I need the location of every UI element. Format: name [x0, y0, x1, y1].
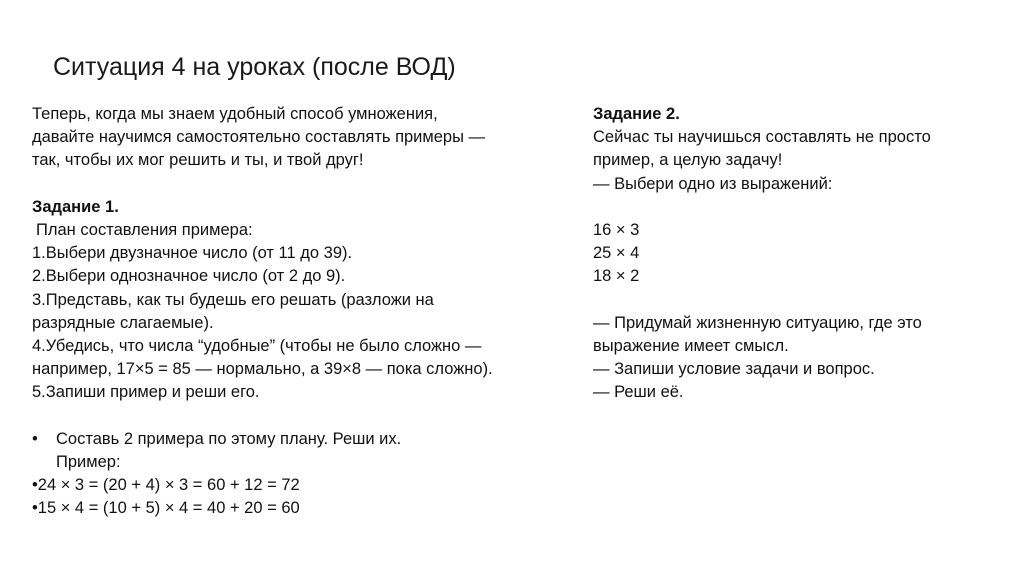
bullet-item: [32, 428, 552, 451]
spacer: [593, 196, 1003, 219]
bullet-text: Составь 2 примера по этому плану. Реши их.: [56, 429, 402, 448]
example-line: •24 × 3 = (20 + 4) × 3 = 60 + 12 = 72: [32, 476, 300, 495]
left-column: [32, 103, 552, 521]
expression: 18 × 2: [593, 267, 640, 286]
instruction-line: — Придумай жизненную ситуацию, где это: [593, 313, 922, 332]
intro-line: — Выбери одно из выражений:: [593, 174, 833, 193]
plan-heading: План составления примера:: [36, 221, 253, 239]
spacer: [32, 173, 552, 196]
intro-line: пример, а целую задачу!: [593, 151, 783, 170]
plan-step: 3.Представь, как ты будешь его решать (разложи на: [32, 290, 434, 309]
plan-step: например, 17×5 = 85 — нормально, а 39×8 — пока сложно).: [32, 360, 493, 379]
intro-line: Сейчас ты научишься составлять не просто: [593, 128, 931, 147]
slide-title: Ситуация 4 на уроках (после ВОД): [53, 53, 456, 81]
intro-line: Теперь, когда мы знаем удобный способ умножения,: [32, 105, 438, 123]
instruction-line: — Реши её.: [593, 383, 684, 402]
plan-step: 1.Выбери двузначное число (от 11 до 39).: [32, 244, 353, 263]
plan-step: 2.Выбери однозначное число (от 2 до 9).: [32, 267, 346, 286]
intro-line: так, чтобы их мог решить и ты, и твой друг!: [32, 151, 364, 170]
plan-step: 4.Убедись, что числа “удобные” (чтобы не было сложно —: [32, 337, 482, 356]
spacer: [32, 405, 552, 428]
spacer: [593, 289, 1003, 312]
bullet-continuation: Пример:: [56, 453, 121, 472]
plan-step: разрядные слагаемые).: [32, 313, 214, 332]
expression: 25 × 4: [593, 244, 640, 263]
instruction-line: выражение имеет смысл.: [593, 337, 789, 355]
right-column: [593, 103, 1003, 405]
expression: 16 × 3: [593, 221, 640, 239]
task2-heading: Задание 2.: [593, 105, 680, 123]
example-line: •15 × 4 = (10 + 5) × 4 = 40 + 20 = 60: [32, 499, 300, 518]
plan-step: 5.Запиши пример и реши его.: [32, 383, 260, 402]
intro-line: давайте научимся самостоятельно составлять примеры —: [32, 128, 486, 147]
instruction-line: — Запиши условие задачи и вопрос.: [593, 360, 875, 379]
bullet-icon: •: [32, 429, 38, 448]
task1-heading: Задание 1.: [32, 197, 119, 216]
